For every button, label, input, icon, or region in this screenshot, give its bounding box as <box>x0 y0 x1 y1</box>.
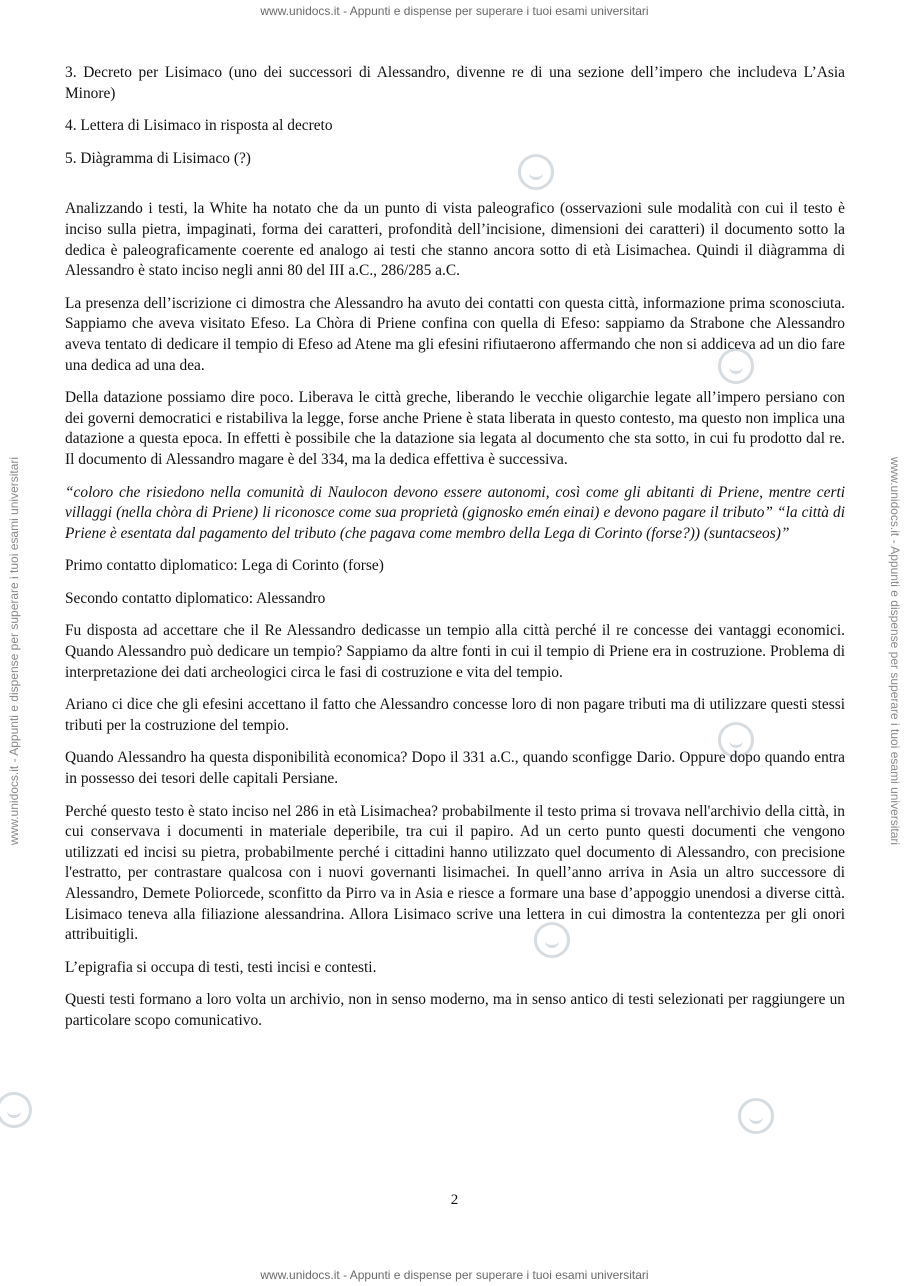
list-item: 5. Diàgramma di Lisimaco (?) <box>65 149 251 167</box>
paragraph: Primo contatto diplomatico: Lega di Corinto (forse) <box>65 557 384 575</box>
document-body <box>65 63 845 1044</box>
paragraph: La presenza dell’iscrizione ci dimostra che Alessandro ha avuto dei contatti con questa città, informazione prima sconosciuta. Sappiamo che aveva visitato Efeso. La Chòra di Priene confina con quella di Efeso: sappiamo da Strabone che Alessandro aveva tentato di dedicare il tempio di Efeso ad Atene ma gli efesini rifiutaerono affermando che non si addiceva ad un dio fare una dedica ad una dea. <box>65 294 845 374</box>
paragraph: Questi testi formano a loro volta un archivio, non in senso moderno, ma in senso antico di testi selezionati per raggiungere un particolare scopo comunicativo. <box>65 991 845 1029</box>
watermark-left: www.unidocs.it - Appunti e dispense per superare i tuoi esami universitari <box>7 456 21 846</box>
paragraph: L’epigrafia si occupa di testi, testi incisi e contesti. <box>65 958 377 976</box>
watermark-bottom: www.unidocs.it - Appunti e dispense per superare i tuoi esami universitari <box>260 1268 649 1282</box>
paragraph: Perché questo testo è stato inciso nel 286 in età Lisimachea? probabilmente il testo prima si trovava nell'archivio della città, in cui conservava i documenti in materiale deperibile, tra cui il papiro. Ad un certo punto questi documenti che vengono utilizzati ed incisi su pietra, probabilmente perché i cittadini hanno utilizzato quel documento di Alessandro, con precisione l'estratto, per contrastare qualcosa con i nuovi governanti lisimachei. In quell’anno arriva in Asia un altro successore di Alessandro, Demete Poliorcede, sconfitto da Pirro va in Asia e riesce a formare una base d’appoggio unendosi a diverse città. Lisimaco teneva alla filiazione alessandrina. Allora Lisimaco scrive una lettera in cui dimostra la contentezza per gli onori attribuitigli. <box>65 802 845 944</box>
paragraph: Ariano ci dice che gli efesini accettano il fatto che Alessandro concesse loro di non pagare tributi ma di utilizzare questi stessi tributi per la costruzione del tempio. <box>65 696 845 734</box>
watermark-logo-icon <box>0 1092 32 1128</box>
list-item: 4. Lettera di Lisimaco in risposta al decreto <box>65 117 333 135</box>
paragraph: Fu disposta ad accettare che il Re Alessandro dedicasse un tempio alla città perché il re concesse dei vantaggi economici. Quando Alessandro può dedicare un tempio? Sappiamo da altre fonti in cui il tempio di Priene era in costruzione. Problema di interpretazione dei dati archeologici circa le fasi di costruzione e vita del tempio. <box>65 622 845 681</box>
paragraph: Analizzando i testi, la White ha notato che da un punto di vista paleografico (osservazioni sule modalità con cui il testo è inciso sulla pietra, impaginati, forma dei caratteri, profondità dell’incisione, dimensioni dei caratteri) il documento sotto la dedica è paleograficamente coerente ed analogo ai testi che stanno ancora sotto di età Lisimachea. Quindi il diàgramma di Alessandro è stato inciso negli anni 80 del III a.C., 286/285 a.C. <box>65 200 845 280</box>
watermark-top: www.unidocs.it - Appunti e dispense per superare i tuoi esami universitari <box>260 4 649 18</box>
quotation: “coloro che risiedono nella comunità di Naulocon devono essere autonomi, così come gli abitanti di Priene, mentre certi villaggi (nella chòra di Priene) li riconosce come sua proprietà (gignosko emén einai) e devono pagare il tributo” “la città di Priene è esentata dal pagamento del tributo (che pagava come membro della Lega di Corinto (forse?)) (suntacseos)” <box>65 483 845 542</box>
watermark-right: www.unidocs.it - Appunti e dispense per superare i tuoi esami universitari <box>888 456 902 846</box>
watermark-logo-icon <box>738 1098 774 1134</box>
list-item: 3. Decreto per Lisimaco (uno dei successori di Alessandro, divenne re di una sezione dell’impero che includeva L’Asia Minore) <box>65 64 845 102</box>
paragraph: Della datazione possiamo dire poco. Liberava le città greche, liberando le vecchie oligarchie legate all’impero persiano con dei governi democratici e ristabiliva la legge, forse anche Priene è stata liberata in questo contesto, ma questo non implica una datazione a questa epoca. In effetti è possibile che la datazione sia legata al documento che sta sotto, in cui fu prodotto dal re. Il documento di Alessandro magare è del 334, ma la dedica effettiva è successiva. <box>65 389 845 468</box>
paragraph: Secondo contatto diplomatico: Alessandro <box>65 589 326 607</box>
paragraph: Quando Alessandro ha questa disponibilità economica? Dopo il 331 a.C., quando sconfigge Dario. Oppure dopo quando entra in possesso dei tesori delle capitali Persiane. <box>65 749 845 788</box>
page-number: 2 <box>450 1192 459 1208</box>
